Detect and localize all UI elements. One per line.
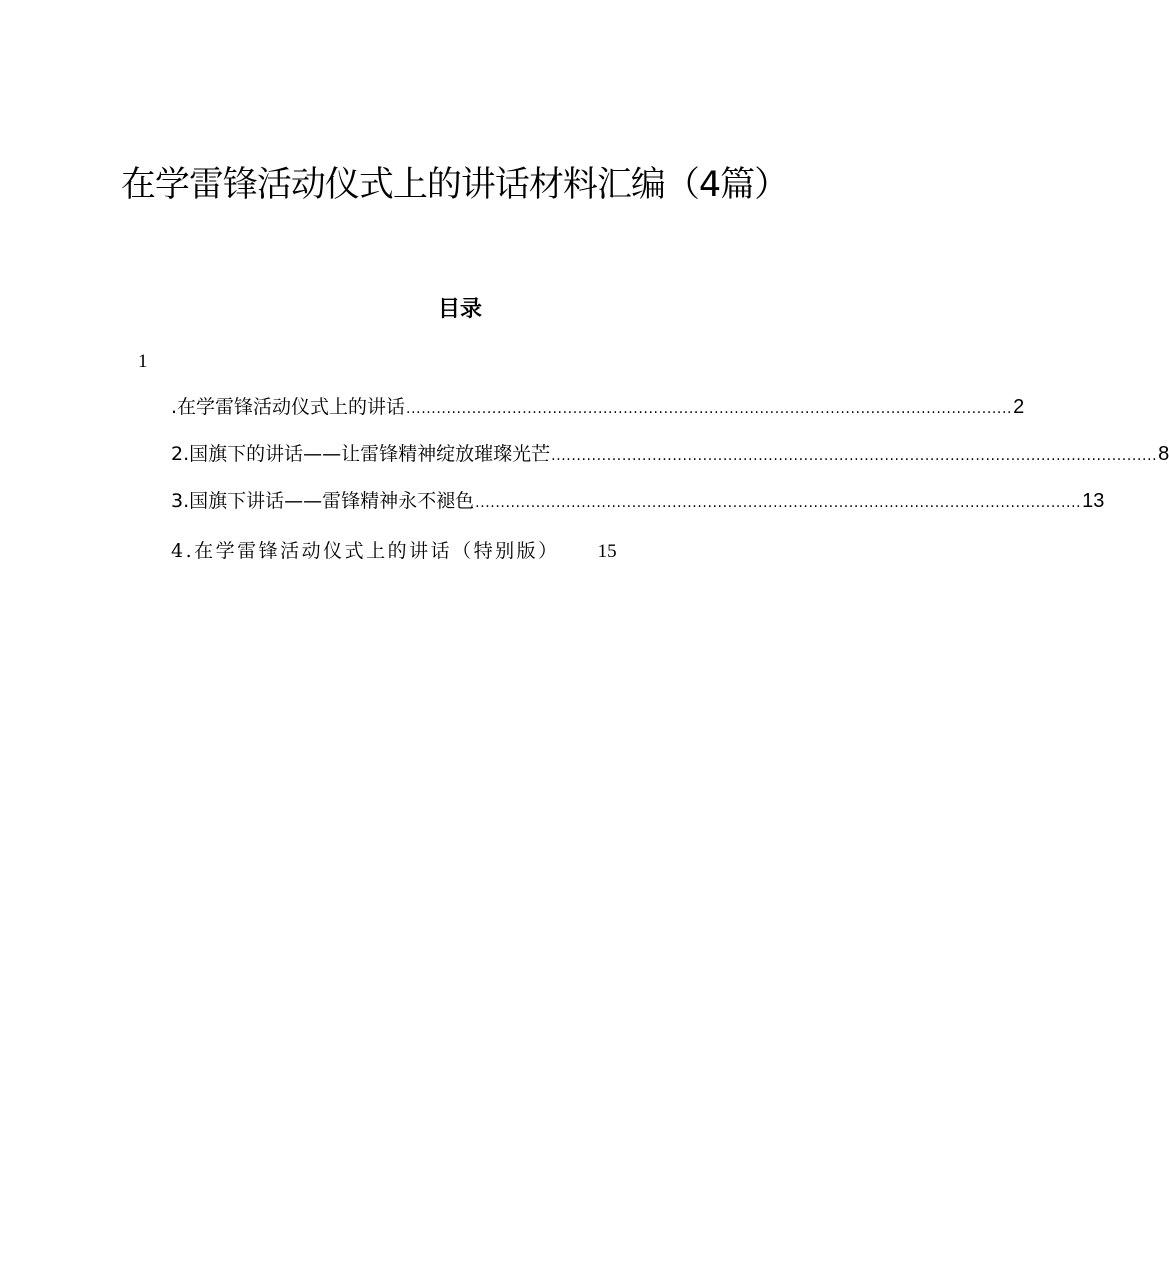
toc-entry[interactable]	[171, 536, 617, 567]
document-title: 在学雷锋活动仪式上的讲话材料汇编（4篇）	[120, 165, 789, 205]
stray-page-number: 1	[138, 351, 148, 372]
toc-heading: 目录	[437, 296, 482, 322]
toc-dot-leader: ........................................................................................................................	[475, 495, 1082, 511]
toc-entry-page: 15	[597, 541, 617, 562]
toc-dot-leader: ........................................................................................................................	[551, 448, 1158, 464]
toc-entry[interactable]	[171, 439, 1169, 471]
toc-entry-text: .在学雷锋活动仪式上的讲话	[171, 396, 406, 418]
toc-entry-page: 13	[1082, 490, 1105, 512]
toc-entry-text: 2.国旗下的讲话——让雷锋精神绽放璀璨光芒	[171, 443, 551, 465]
toc-entry[interactable]	[171, 392, 1025, 424]
toc-entry-page: 8	[1158, 443, 1169, 465]
toc-entry-page: 2	[1013, 396, 1025, 418]
toc-dot-leader: ........................................................................................................................	[406, 401, 1013, 417]
toc-entry-text: 3.国旗下讲话——雷锋精神永不褪色	[171, 490, 475, 512]
toc-entry[interactable]	[171, 486, 1105, 518]
toc-entry-text: 4.在学雷锋活动仪式上的讲话（特别版）	[171, 540, 560, 562]
